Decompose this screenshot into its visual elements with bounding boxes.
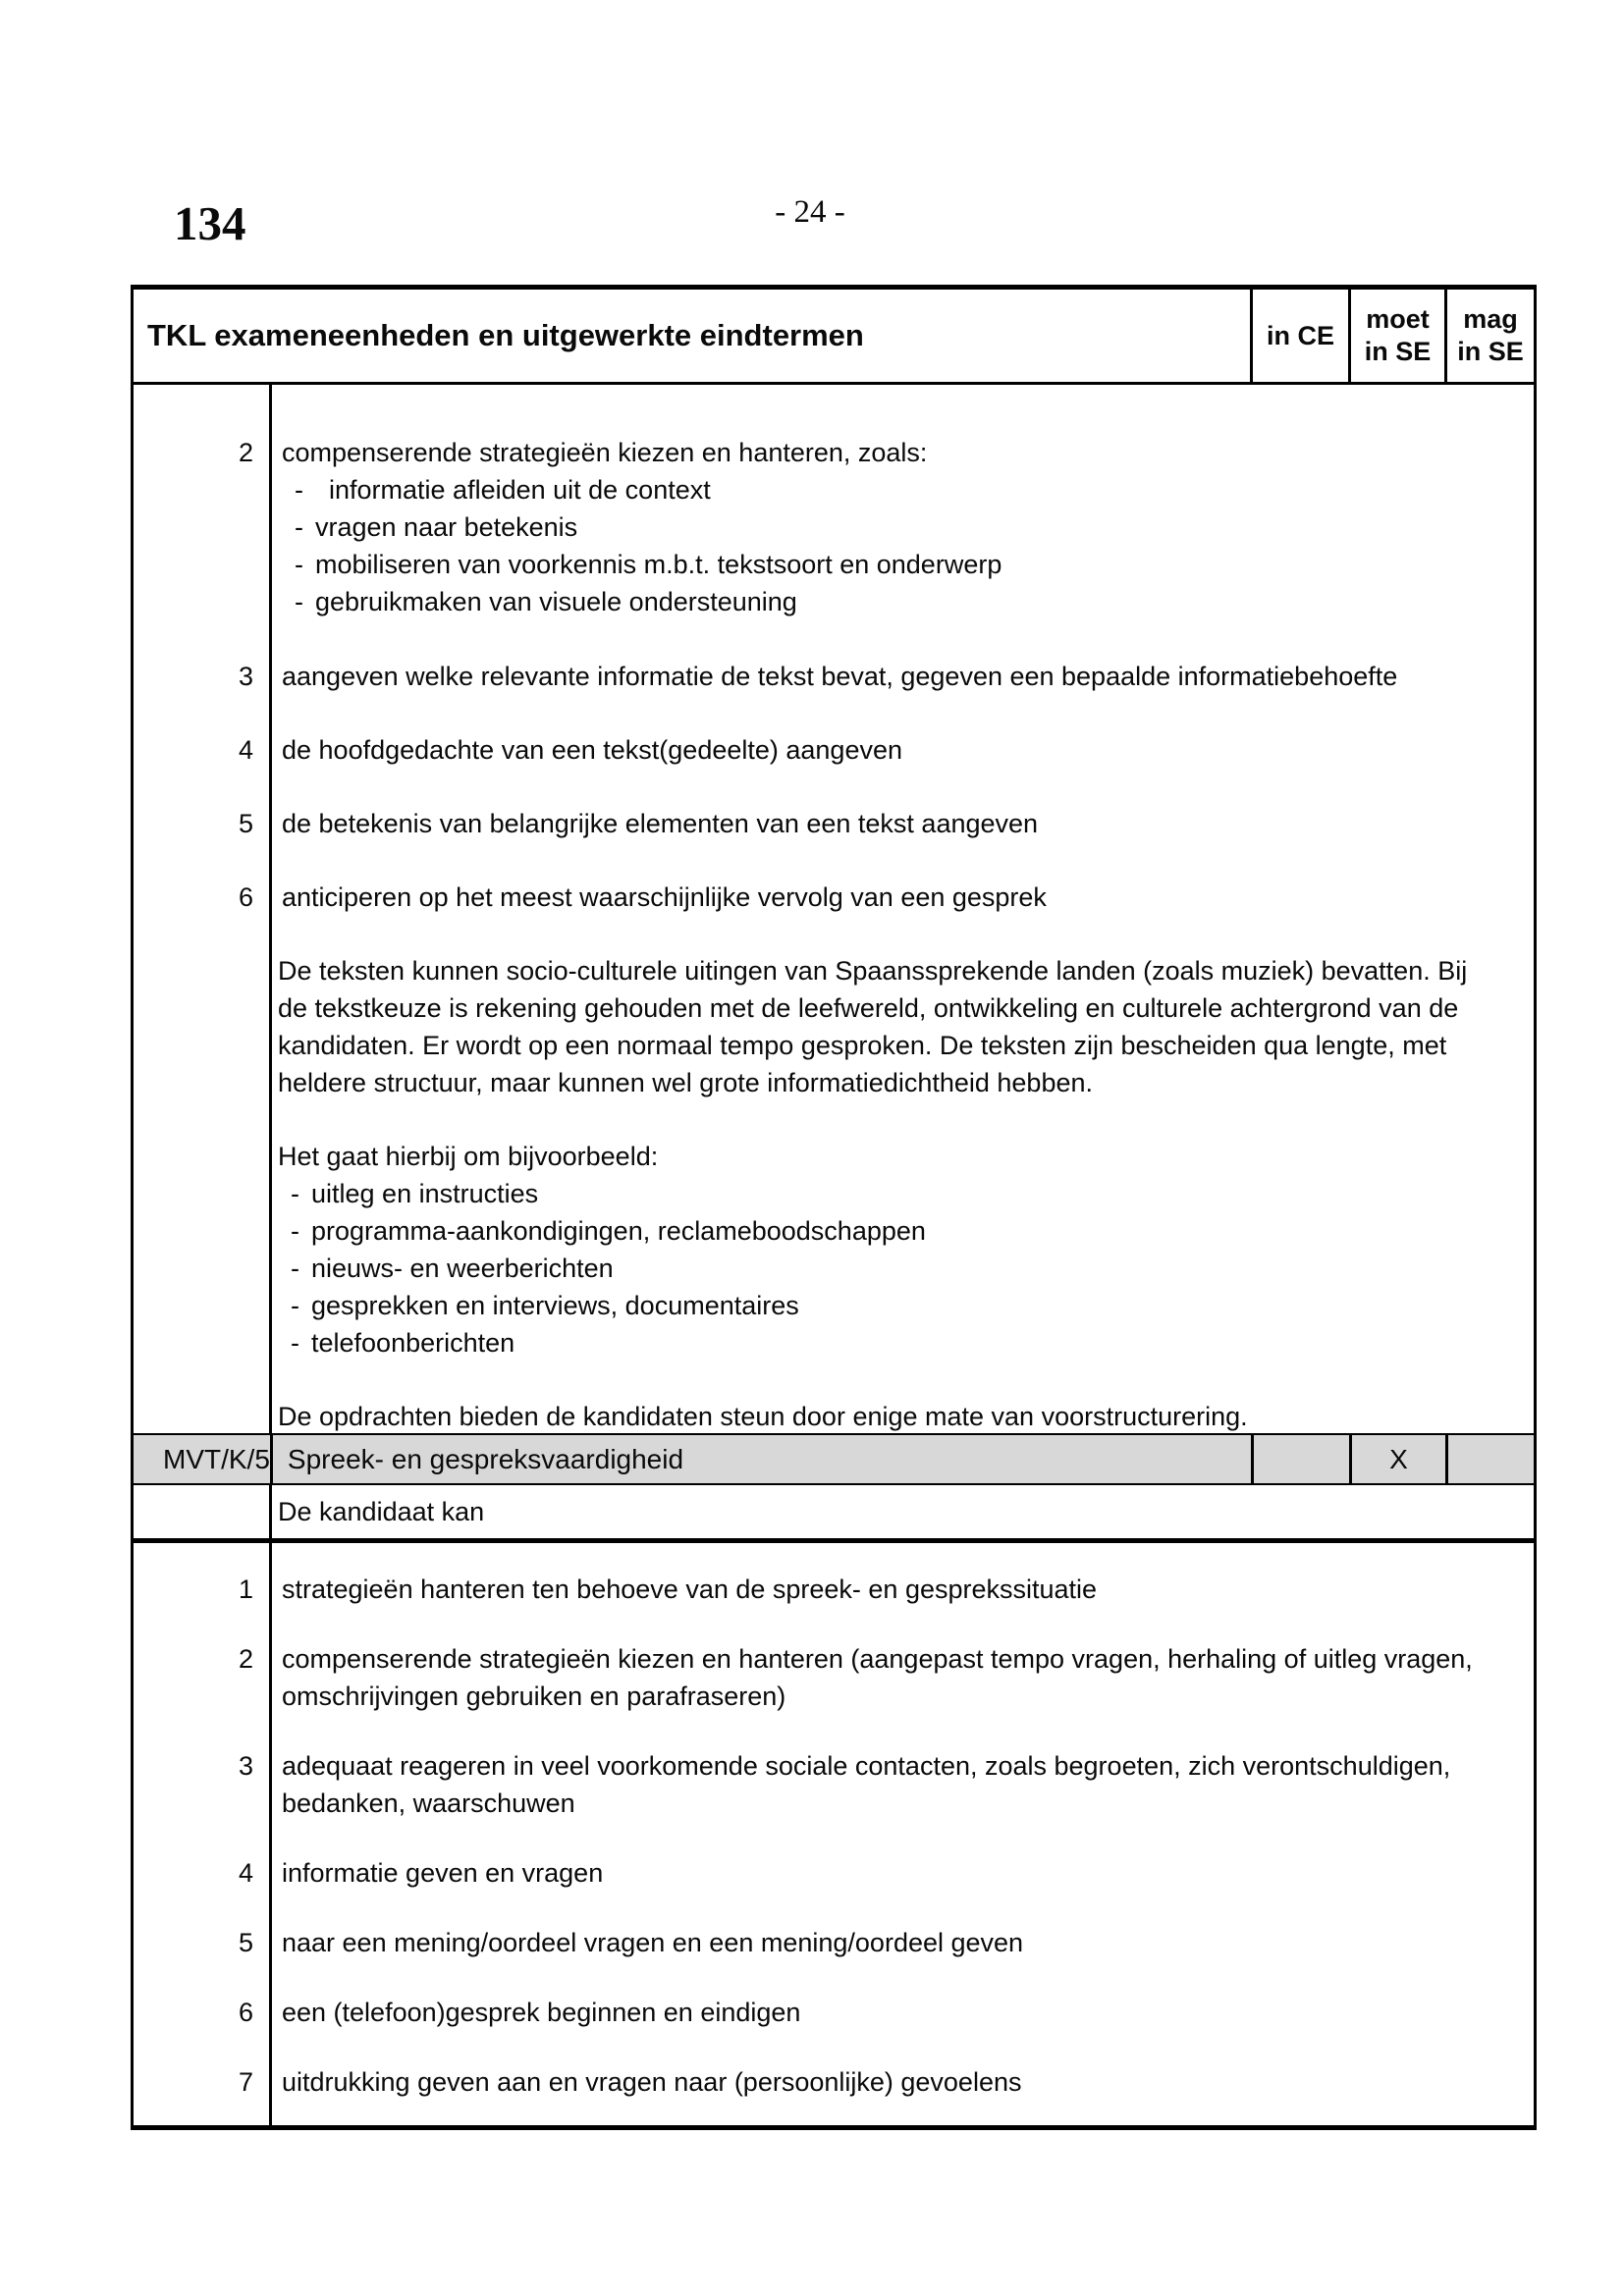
bullet-dash: - (295, 475, 303, 505)
table-row (134, 1924, 1534, 1961)
item-text: omschrijvingen gebruiken en parafraseren) (282, 1682, 786, 1711)
bullet-dash: - (295, 550, 303, 579)
item-text: anticiperen op het meest waarschijnlijke vervolg van een gesprek (282, 882, 1047, 912)
column-header-in-ce (1250, 290, 1348, 382)
item-number: 1 (238, 1575, 253, 1604)
number-column-divider (269, 1485, 272, 1538)
paragraph-line: de tekstkeuze is rekening gehouden met de leefwereld, ontwikkeling en culturele achtergrond van de (278, 993, 1459, 1023)
item-number: 5 (238, 1928, 253, 1957)
unit-moet-in-se-mark: X (1349, 1435, 1445, 1483)
folio-number: 134 (174, 196, 246, 250)
unit-title: Spreek- en gespreksvaardigheid (287, 1443, 684, 1474)
item-text: de betekenis van belangrijke elementen van een tekst aangeven (282, 809, 1039, 838)
paragraph-opdrachten (278, 1398, 1534, 1435)
unit-row-mvt-k-5 (134, 1435, 1534, 1485)
item-number: 3 (238, 1751, 253, 1781)
item-text: een (telefoon)gesprek beginnen en eindigen (282, 1998, 801, 2027)
item-text: strategieën hanteren ten behoeve van de spreek- en gesprekssituatie (282, 1575, 1098, 1604)
eindtermen-table (131, 285, 1537, 2130)
item-number: 6 (238, 1998, 253, 2027)
item-number: 3 (238, 662, 253, 691)
column-header-moet-in-se (1348, 290, 1444, 382)
list-item (291, 1287, 1534, 1324)
list-item (295, 508, 1534, 546)
bullet-text: mobiliseren van voorkennis m.b.t. tekstsoort en onderwerp (315, 550, 1002, 579)
item-number: 7 (238, 2067, 253, 2097)
unit-in-ce-cell (1251, 1435, 1349, 1483)
list-item (291, 1212, 1534, 1250)
table-row (134, 1994, 1534, 2031)
unit-code: MVT/K/5 (134, 1435, 273, 1483)
item-text: adequaat reageren in veel voorkomende sociale contacten, zoals begroeten, zich verontschuldigen, (282, 1751, 1451, 1781)
section-eindtermen-body-1 (134, 385, 1534, 1435)
item-text: bedanken, waarschuwen (282, 1789, 575, 1818)
table-title: TKL exameneenheden en uitgewerkte eindtermen (147, 318, 864, 352)
item-text: compenserende strategieën kiezen en hanteren, zoals: (282, 438, 928, 467)
number-column-divider (269, 1543, 272, 2125)
kandidaat-text: De kandidaat kan (278, 1496, 485, 1526)
bullet-text: gesprekken en interviews, documentaires (311, 1291, 799, 1320)
list-item (295, 546, 1534, 583)
column-header-moet-line1: moet (1366, 304, 1430, 334)
bullet-text: programma-aankondigingen, reclameboodschappen (311, 1216, 926, 1246)
item-text: uitdrukking geven aan en vragen naar (persoonlijke) gevoelens (282, 2067, 1022, 2097)
section-eindtermen-body-2 (134, 1543, 1534, 2125)
column-header-mag-line1: mag (1463, 304, 1518, 334)
unit-mag-in-se-cell (1445, 1435, 1534, 1483)
bullet-text: nieuws- en weerberichten (311, 1254, 614, 1283)
list-item (295, 583, 1534, 620)
table-row (134, 1640, 1534, 1715)
paragraph-intro-voorbeelden (278, 1138, 1534, 1362)
item-text: aangeven welke relevante informatie de tekst bevat, gegeven een bepaalde informatiebehoefte (282, 662, 1398, 691)
bullet-dash: - (291, 1216, 299, 1246)
item-text: compenserende strategieën kiezen en hanteren (aangepast tempo vragen, herhaling of uitleg vragen, (282, 1644, 1473, 1674)
number-column-divider (269, 385, 272, 1433)
table-header-row (134, 290, 1534, 385)
item-number: 2 (238, 438, 253, 467)
item-number: 6 (238, 882, 253, 912)
table-row (134, 805, 1534, 842)
page-number: - 24 - (775, 194, 845, 230)
table-row (134, 1747, 1534, 1822)
paragraph-teksten (278, 952, 1534, 1101)
list-item (295, 471, 1534, 508)
table-row (134, 1854, 1534, 1892)
column-header-mag-in-se (1444, 290, 1534, 382)
table-row (134, 658, 1534, 695)
item-number: 4 (238, 1858, 253, 1888)
table-row (134, 2063, 1534, 2101)
column-header-moet-line2: in SE (1364, 337, 1432, 366)
paragraph-line: De teksten kunnen socio-culturele uitingen van Spaanssprekende landen (zoals muziek) bevatten. Bij (278, 956, 1468, 986)
bullet-dash: - (295, 587, 303, 616)
item-number: 2 (238, 1644, 253, 1674)
column-header-in-ce-label: in CE (1266, 320, 1334, 350)
item-text: informatie geven en vragen (282, 1858, 604, 1888)
bullet-dash: - (291, 1328, 299, 1358)
item-text: naar een mening/oordeel vragen en een mening/oordeel geven (282, 1928, 1024, 1957)
list-item (291, 1324, 1534, 1362)
bullet-dash: - (295, 512, 303, 542)
item-body (261, 434, 1534, 620)
bullet-text: vragen naar betekenis (315, 512, 578, 542)
table-row (134, 731, 1534, 769)
paragraph-line: heldere structuur, maar kunnen wel grote informatiedichtheid hebben. (278, 1068, 1093, 1097)
bullet-text: gebruikmaken van visuele ondersteuning (315, 587, 797, 616)
list-item (291, 1175, 1534, 1212)
item-number: 4 (238, 735, 253, 765)
paragraph-line: kandidaten. Er wordt op een normaal tempo gesproken. De teksten zijn bescheiden qua lengte, met (278, 1031, 1447, 1060)
bullet-text: uitleg en instructies (311, 1179, 539, 1208)
table-row (134, 1571, 1534, 1608)
kandidaat-row (134, 1485, 1534, 1543)
paragraph-line: Het gaat hierbij om bijvoorbeeld: (278, 1142, 659, 1171)
column-header-mag-line2: in SE (1457, 337, 1524, 366)
table-row (134, 879, 1534, 916)
item-text: de hoofdgedachte van een tekst(gedeelte) aangeven (282, 735, 902, 765)
bullet-dash: - (291, 1179, 299, 1208)
bullet-dash: - (291, 1254, 299, 1283)
bullet-text: telefoonberichten (311, 1328, 515, 1358)
bullet-dash: - (291, 1291, 299, 1320)
paragraph-line: De opdrachten bieden de kandidaten steun door enige mate van voorstructurering. (278, 1402, 1248, 1431)
item-number: 5 (238, 809, 253, 838)
table-row (134, 434, 1534, 620)
bullet-text: informatie afleiden uit de context (329, 475, 711, 505)
list-item (291, 1250, 1534, 1287)
